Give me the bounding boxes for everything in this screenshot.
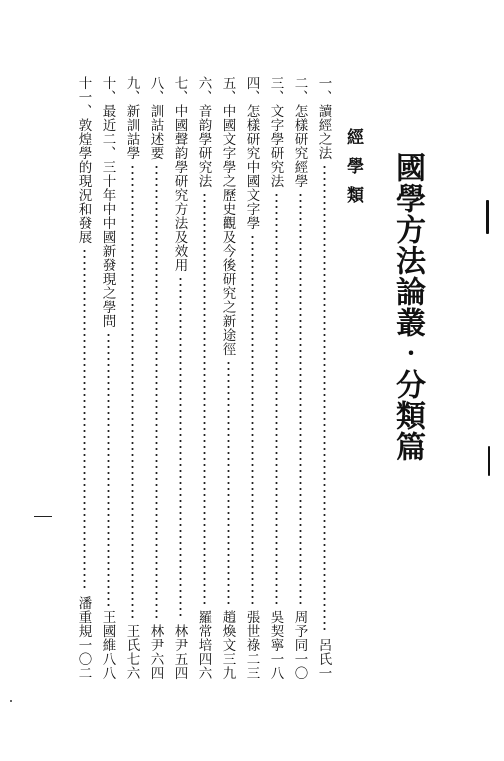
toc-entry — [242, 76, 266, 680]
entry-page: 一 — [315, 666, 332, 680]
toc-entry — [290, 76, 314, 680]
entry-author-page — [316, 638, 330, 680]
entry-title: 十一、敦煌學的現況和發展 — [75, 76, 92, 244]
entry-author: 林尹 — [171, 624, 188, 652]
toc-entry — [314, 76, 338, 680]
entry-author: 王國維 — [99, 610, 116, 652]
page-title: 國學方法論叢‧分類篇 — [390, 152, 425, 462]
toc-entry — [194, 76, 218, 680]
toc-entry — [74, 76, 98, 680]
entry-author-page — [76, 596, 90, 680]
entry-page: 七六 — [123, 652, 140, 680]
entry-page: 一八 — [267, 652, 284, 680]
entry-title: 七、中國聲韵學研究方法及效用 — [171, 76, 188, 272]
entry-author-page — [148, 624, 162, 680]
entry-author: 趙煥文 — [219, 610, 236, 652]
entry-page: 四六 — [195, 652, 212, 680]
leader-dots — [323, 164, 326, 634]
leader-dots — [179, 276, 182, 620]
entry-author-page — [124, 624, 138, 680]
entry-page: 五四 — [171, 652, 188, 680]
entry-author: 周予同 — [291, 610, 308, 652]
entry-author-page — [268, 610, 282, 680]
entry-page: 六四 — [147, 652, 164, 680]
entry-title: 五、中國文字學之歷史觀及今後研究之新途徑 — [219, 76, 236, 356]
entry-title: 三、文字學研究法 — [267, 76, 284, 188]
entry-author: 吳契寧 — [267, 610, 284, 652]
entry-author: 張世祿 — [243, 610, 260, 652]
entry-title: 九、新訓詁學 — [123, 76, 140, 160]
toc-entry — [98, 76, 122, 680]
entry-author-page — [196, 610, 210, 680]
section-heading: 經學類 — [343, 128, 363, 215]
entry-page: 八八 — [99, 652, 116, 680]
leader-dots — [83, 248, 86, 592]
toc-entry — [218, 76, 242, 680]
leader-dots — [203, 192, 206, 606]
speck — [10, 700, 12, 702]
entry-author: 林尹 — [147, 624, 164, 652]
leader-dots — [227, 360, 230, 606]
entry-page: 一〇二 — [75, 638, 92, 680]
leader-dots — [251, 234, 254, 606]
leader-dots — [131, 164, 134, 620]
edge-mark — [486, 200, 489, 234]
toc-entry — [266, 76, 290, 680]
entry-page: 三九 — [219, 652, 236, 680]
entry-author-page — [220, 610, 234, 680]
entry-page: 二三 — [243, 652, 260, 680]
entry-author: 呂氏 — [315, 638, 332, 666]
edge-mark — [488, 446, 490, 476]
entry-title: 一、讀經之法 — [315, 76, 332, 160]
entry-author-page — [292, 610, 306, 680]
toc-entry — [122, 76, 146, 680]
toc-entry — [170, 76, 194, 680]
entry-author-page — [172, 624, 186, 680]
leader-dots — [155, 164, 158, 620]
entry-author-page — [244, 610, 258, 680]
entry-title: 八、訓詁述要 — [147, 76, 164, 160]
leader-dots — [275, 192, 278, 606]
entry-page: 一〇 — [291, 652, 308, 680]
entry-title: 二、怎樣研究經學 — [291, 76, 308, 188]
entry-author-page — [100, 610, 114, 680]
leader-dots — [107, 332, 110, 606]
margin-dash — [34, 516, 52, 517]
entry-author: 潘重規 — [75, 596, 92, 638]
leader-dots — [299, 192, 302, 606]
entry-title: 六、音韵學研究法 — [195, 76, 212, 188]
entry-author: 羅常培 — [195, 610, 212, 652]
toc-entry — [146, 76, 170, 680]
entry-title: 四、怎樣研究中國文字學 — [243, 76, 260, 230]
entry-author: 王氏 — [123, 624, 140, 652]
entry-title: 十、最近二、三十年中中國新發現之學問 — [99, 76, 116, 328]
